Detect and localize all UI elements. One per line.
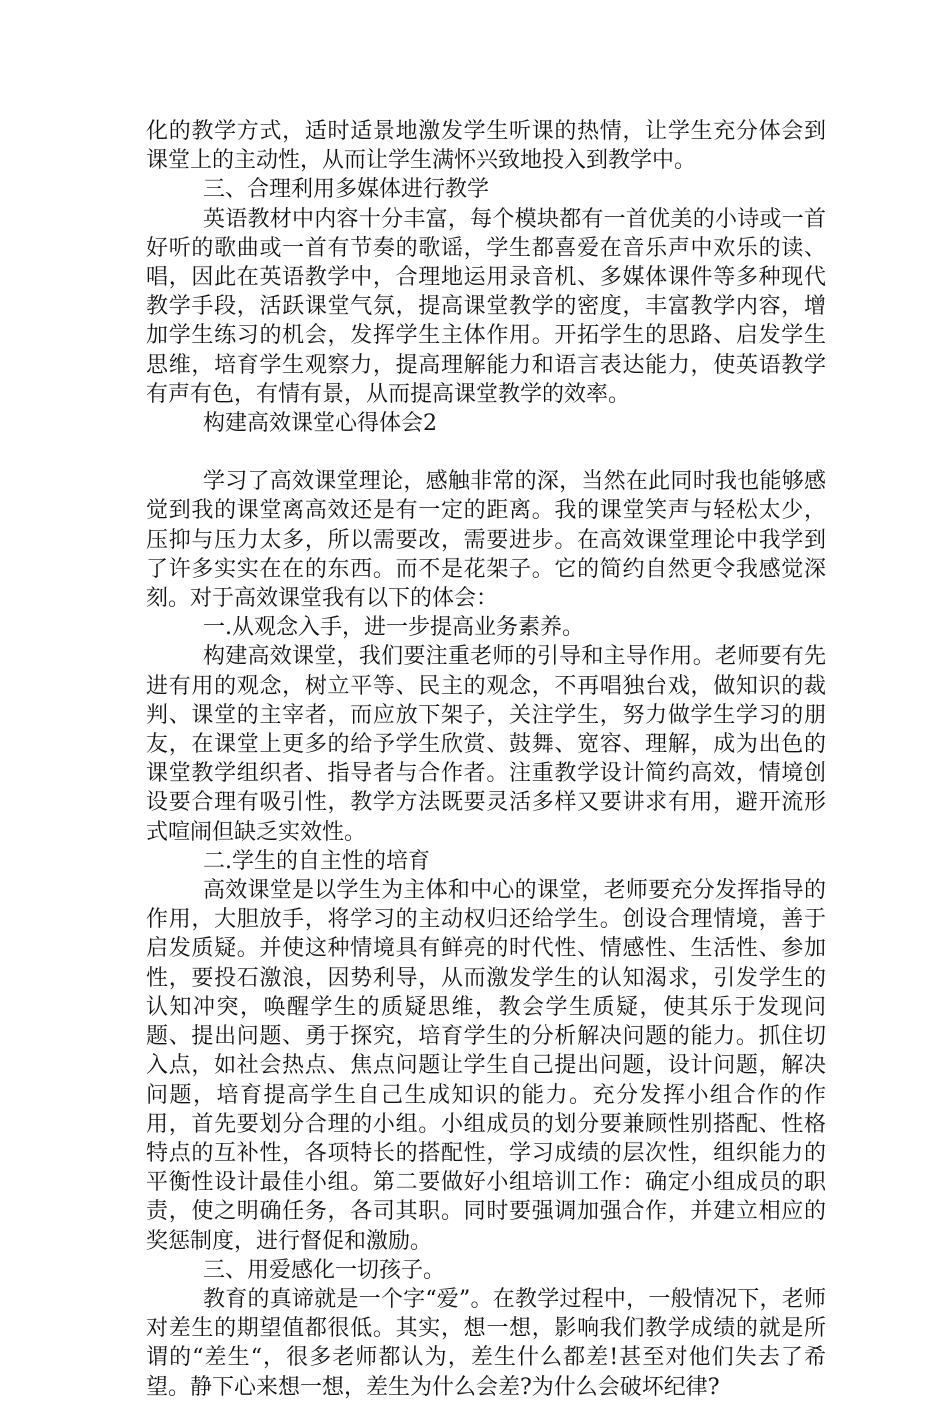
paragraph-intro-continuation: 化的教学方式，适时适景地激发学生听课的热情，让学生充分体会到课堂上的主动性，从而让学生满怀兴致地投入到教学中。 [146,119,826,174]
paragraph-multimedia: 英语教材中内容十分丰富，每个模块都有一首优美的小诗或一首好听的歌曲或一首有节奏的歌谣，学生都喜爱在音乐声中欢乐的读、唱，因此在英语教学中，合理地运用录音机、多媒体课件等多种现代教学手段，活跃课堂气氛，提高课堂教学的密度，丰富教学内容，增加学生练习的机会，发挥学生主体作用。开拓学生的思路、启发学生思维，培育学生观察力，提高理解能力和语言表达能力，使英语教学有声有色，有情有景，从而提高课堂教学的效率。 [146,206,826,407]
section-heading-concept: 一.从观念入手，进一步提高业务素养。 [203,615,584,641]
blank-line [146,438,826,467]
paragraph-concept: 构建高效课堂，我们要注重老师的引导和主导作用。老师要有先进有用的观念，树立平等、民主的观念，不再唱独台戏，做知识的裁判、课堂的主宰者，而应放下架子，关注学生，努力做学生学习的朋友，在课堂上更多的给予学生欣赏、鼓舞、宽容、理解，成为出色的课堂教学组织者、指导者与合作者。注重教学设计简约高效，情境创设要合理有吸引性，教学方法既要灵活多样又要讲求有用，避开流形式喧闹但缺乏实效性。 [146,644,826,845]
article-title-2: 构建高效课堂心得体会2 [203,411,437,437]
section-heading-multimedia: 三、合理利用多媒体进行教学 [203,177,490,203]
paragraph-love: 教育的真谛就是一个字“爱”。在教学过程中，一般情况下，老师对差生的期望值都很低。其实，想一想，影响我们教学成绩的就是所谓的“差生“，很多老师都认为，差生什么都差!甚至对他们失去了希望。静下心来想一想，差生为什么会差?为什么会破坏纪律? [146,1286,826,1400]
document-page [146,117,826,1402]
paragraph-introduction: 学习了高效课堂理论，感触非常的深，当然在此同时我也能够感觉到我的课堂离高效还是有一定的距离。我的课堂笑声与轻松太少，压抑与压力太多，所以需要改，需要进步。在高效课堂理论中我学到了许多实实在在的东西。而不是花架子。它的简约自然更令我感觉深刻。对于高效课堂我有以下的体会： [146,469,826,612]
section-heading-autonomy: 二.学生的自主性的培育 [203,848,430,874]
section-heading-love: 三、用爱感化一切孩子。 [203,1257,446,1283]
paragraph-autonomy: 高效课堂是以学生为主体和中心的课堂，老师要充分发挥指导的作用，大胆放手，将学习的主动权归还给学生。创设合理情境，善于启发质疑。并使这种情境具有鲜亮的时代性、情感性、生活性、参加性，要投石激浪，因势利导，从而激发学生的认知渴求，引发学生的认知冲突，唤醒学生的质疑思维，教会学生质疑，使其乐于发现问题、提出问题、勇于探究，培育学生的分析解决问题的能力。抓住切入点，如社会热点、焦点问题让学生自己提出问题，设计问题，解决问题，培育提高学生自己生成知识的能力。充分发挥小组合作的作用，首先要划分合理的小组。小组成员的划分要兼顾性别搭配、性格特点的互补性，各项特长的搭配性，学习成绩的层次性，组织能力的平衡性设计最佳小组。第二要做好小组培训工作：确定小组成员的职责，使之明确任务，各司其职。同时要强调加强合作，并建立相应的奖惩制度，进行督促和激励。 [146,878,826,1254]
